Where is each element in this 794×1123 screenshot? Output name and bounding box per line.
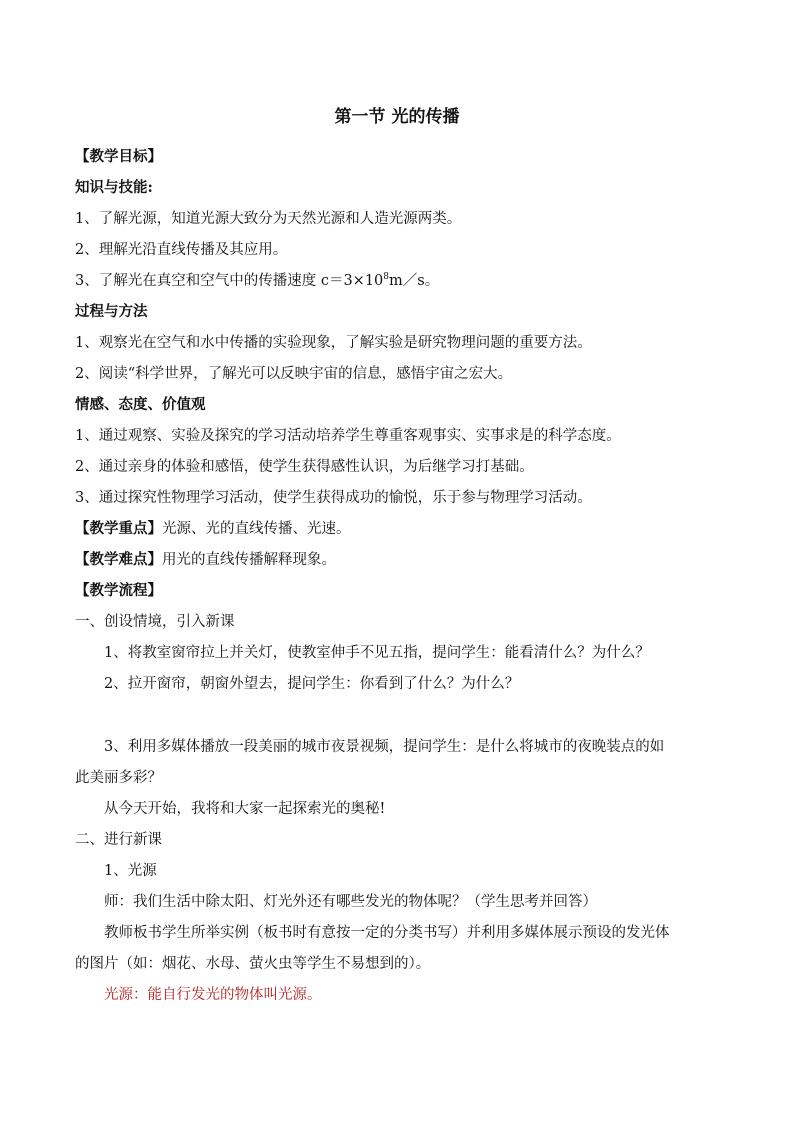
- section-2-subheading: 1、光源: [104, 863, 157, 879]
- emotion-heading: 情感、态度、价值观: [75, 396, 206, 413]
- light-source-definition: 光源：能自行发光的物体叫光源。: [104, 987, 322, 1003]
- difficulty-text: 用光的直线传播解释现象。: [162, 552, 336, 568]
- section-1-closing: 从今天开始，我将和大家一起探索光的奥秘!: [104, 801, 386, 817]
- knowledge-heading: 知识与技能:: [75, 179, 153, 196]
- section-1-heading: 一、创设情境，引入新课: [75, 614, 235, 630]
- knowledge-item-3-text: 3、了解光在真空和空气中的传播速度 c＝3×10: [75, 273, 384, 289]
- section-1-item-1: 1、将教室窗帘拉上并关灯，使教室伸手不见五指，提问学生：能看清什么？为什么？: [104, 645, 650, 661]
- knowledge-item-1: 1、了解光源，知道光源大致分为天然光源和人造光源两类。: [75, 211, 462, 227]
- section-2-paragraph-1: 师：我们生活中除太阳、灯光外还有哪些发光的物体呢？（学生思考并回答）: [104, 894, 597, 910]
- knowledge-item-3: [0, 271, 794, 291]
- process-item-1: 1、观察光在空气和水中传播的实验现象，了解实验是研究物理问题的重要方法。: [75, 335, 592, 351]
- section-2-paragraph-2-line-2: 的图片（如：烟花、水母、萤火虫等学生不易想到的）。: [75, 956, 431, 972]
- process-heading: 过程与方法: [75, 303, 148, 320]
- difficulty-points: [0, 550, 794, 570]
- knowledge-item-2: 2、理解光沿直线传播及其应用。: [75, 242, 288, 258]
- section-2-paragraph-2-line-1: 教师板书学生所举实例（板书时有意按一定的分类书写）并利用多媒体展示预设的发光体: [104, 925, 670, 941]
- goals-heading: 【教学目标】: [75, 148, 162, 165]
- emotion-item-3: 3、通过探究性物理学习活动，使学生获得成功的愉悦，乐于参与物理学习活动。: [75, 490, 592, 506]
- emotion-item-2: 2、通过亲身的体验和感悟，使学生获得感性认识，为后继学习打基础。: [75, 459, 534, 475]
- section-1-item-2: 2、拉开窗帘，朝窗外望去，提问学生：你看到了什么？为什么？: [104, 676, 520, 692]
- section-2-heading: 二、进行新课: [75, 832, 162, 848]
- exponent: 8: [383, 272, 390, 283]
- emotion-item-1: 1、通过观察、实验及探究的学习活动培养学生尊重客观事实、实事求是的科学态度。: [75, 428, 621, 444]
- difficulty-label: 【教学难点】: [75, 551, 162, 568]
- process-item-2: 2、阅读“科学世界，了解光可以反映宇宙的信息，感悟宇宙之宏大。: [75, 366, 513, 382]
- section-1-item-3-line-1: 3、利用多媒体播放一段美丽的城市夜景视频，提问学生：是什么将城市的夜晚装点的如: [104, 739, 665, 755]
- section-1-item-3-line-2: 此美丽多彩？: [75, 770, 162, 786]
- key-points: [0, 519, 794, 539]
- knowledge-item-3-unit: m／s。: [389, 273, 440, 289]
- page-title: 第一节 光的传播: [334, 107, 460, 127]
- key-points-text: 光源、光的直线传播、光速。: [162, 521, 351, 537]
- flow-heading: 【教学流程】: [75, 582, 162, 599]
- key-points-label: 【教学重点】: [75, 520, 162, 537]
